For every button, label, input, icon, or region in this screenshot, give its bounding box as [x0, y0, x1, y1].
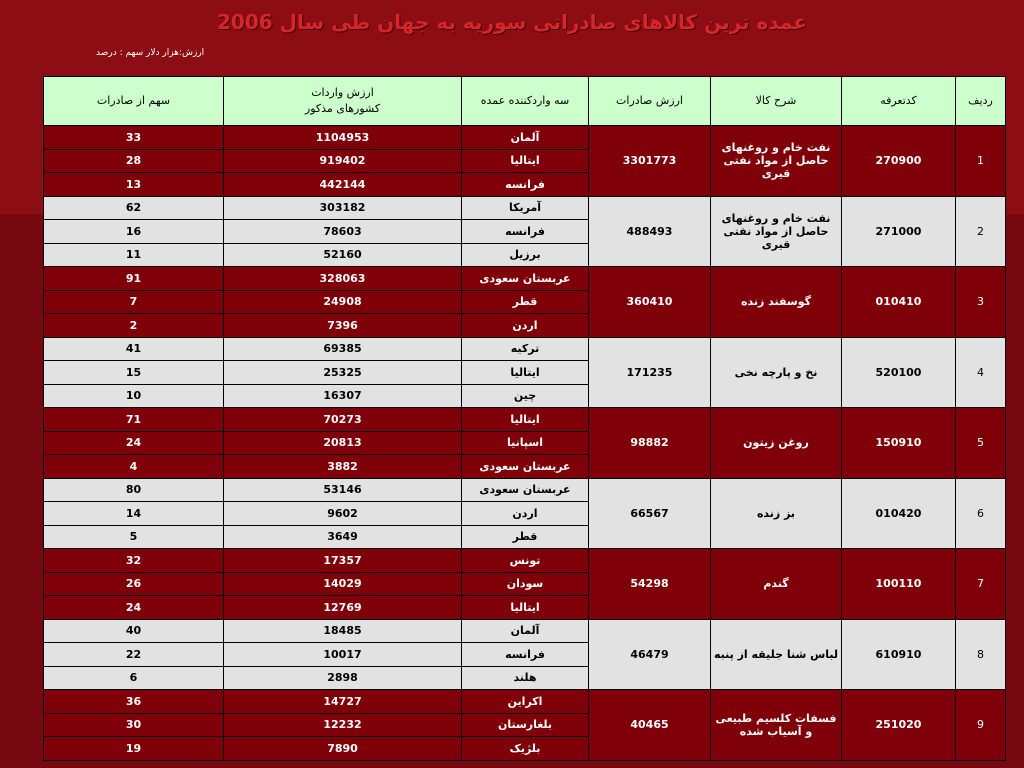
- header-row: [44, 77, 1006, 126]
- import-value-cell: 919402: [224, 149, 462, 173]
- description-cell: فسفات کلسیم طبیعی و آسیاب شده: [711, 690, 842, 761]
- row-number-cell: 6: [956, 478, 1006, 549]
- tariff-code-cell: 010420: [842, 478, 956, 549]
- importer-country-cell: عربستان سعودی: [462, 267, 589, 291]
- share-cell: 62: [44, 196, 224, 220]
- share-cell: 33: [44, 126, 224, 150]
- importer-country-cell: اسپانیا: [462, 431, 589, 455]
- import-value-cell: 10017: [224, 643, 462, 667]
- tariff-code-cell: 251020: [842, 690, 956, 761]
- table-row: [44, 337, 1006, 361]
- import-value-cell: 3882: [224, 455, 462, 479]
- export-value-cell: 98882: [589, 408, 711, 479]
- importer-country-cell: آلمان: [462, 619, 589, 643]
- share-cell: 5: [44, 525, 224, 549]
- share-cell: 24: [44, 596, 224, 620]
- import-value-cell: 18485: [224, 619, 462, 643]
- header-import-value-line1: ارزش واردات: [311, 86, 374, 99]
- importer-country-cell: چین: [462, 384, 589, 408]
- importer-country-cell: بلغارستان: [462, 713, 589, 737]
- share-cell: 11: [44, 243, 224, 267]
- tariff-code-cell: 270900: [842, 126, 956, 197]
- import-value-cell: 14727: [224, 690, 462, 714]
- import-value-cell: 69385: [224, 337, 462, 361]
- header-row-number: ردیف: [956, 77, 1006, 126]
- importer-country-cell: قطر: [462, 290, 589, 314]
- import-value-cell: 16307: [224, 384, 462, 408]
- description-cell: نخ و پارچه نخی: [711, 337, 842, 408]
- import-value-cell: 25325: [224, 361, 462, 385]
- importer-country-cell: ایتالیا: [462, 361, 589, 385]
- import-value-cell: 328063: [224, 267, 462, 291]
- share-cell: 19: [44, 737, 224, 761]
- share-cell: 24: [44, 431, 224, 455]
- header-import-value-line2: کشورهای مذکور: [304, 102, 381, 115]
- import-value-cell: 7396: [224, 314, 462, 338]
- table-row: [44, 408, 1006, 432]
- header-share: سهم از صادرات: [44, 77, 224, 126]
- export-value-cell: 360410: [589, 267, 711, 338]
- share-cell: 28: [44, 149, 224, 173]
- import-value-cell: 24908: [224, 290, 462, 314]
- import-value-cell: 12769: [224, 596, 462, 620]
- import-value-cell: 2898: [224, 666, 462, 690]
- share-cell: 22: [44, 643, 224, 667]
- share-cell: 40: [44, 619, 224, 643]
- import-value-cell: 303182: [224, 196, 462, 220]
- row-number-cell: 7: [956, 549, 1006, 620]
- importer-country-cell: فرانسه: [462, 173, 589, 197]
- import-value-cell: 3649: [224, 525, 462, 549]
- share-cell: 7: [44, 290, 224, 314]
- table-row: [44, 267, 1006, 291]
- row-number-cell: 8: [956, 619, 1006, 690]
- share-cell: 10: [44, 384, 224, 408]
- tariff-code-cell: 150910: [842, 408, 956, 479]
- description-cell: بز زنده: [711, 478, 842, 549]
- export-value-cell: 54298: [589, 549, 711, 620]
- share-cell: 14: [44, 502, 224, 526]
- importer-country-cell: فرانسه: [462, 643, 589, 667]
- importer-country-cell: بلژیک: [462, 737, 589, 761]
- tariff-code-cell: 100110: [842, 549, 956, 620]
- importer-country-cell: عربستان سعودی: [462, 455, 589, 479]
- row-number-cell: 5: [956, 408, 1006, 479]
- share-cell: 80: [44, 478, 224, 502]
- share-cell: 30: [44, 713, 224, 737]
- header-description: شرح کالا: [711, 77, 842, 126]
- description-cell: لباس شنا جلیقه از پنبه: [711, 619, 842, 690]
- tariff-code-cell: 271000: [842, 196, 956, 267]
- share-cell: 32: [44, 549, 224, 573]
- tariff-code-cell: 610910: [842, 619, 956, 690]
- import-value-cell: 12232: [224, 713, 462, 737]
- share-cell: 13: [44, 173, 224, 197]
- importer-country-cell: سودان: [462, 572, 589, 596]
- import-value-cell: 70273: [224, 408, 462, 432]
- header-main-importers: سه واردکننده عمده: [462, 77, 589, 126]
- tariff-code-cell: 520100: [842, 337, 956, 408]
- header-tariff-code: کدتعرفه: [842, 77, 956, 126]
- table-row: [44, 690, 1006, 714]
- share-cell: 16: [44, 220, 224, 244]
- importer-country-cell: اردن: [462, 314, 589, 338]
- importer-country-cell: آلمان: [462, 126, 589, 150]
- importer-country-cell: ایتالیا: [462, 408, 589, 432]
- share-cell: 6: [44, 666, 224, 690]
- description-cell: روغن زیتون: [711, 408, 842, 479]
- header-import-value: [224, 77, 462, 126]
- share-cell: 2: [44, 314, 224, 338]
- import-value-cell: 78603: [224, 220, 462, 244]
- importer-country-cell: برزیل: [462, 243, 589, 267]
- importer-country-cell: قطر: [462, 525, 589, 549]
- export-value-cell: 66567: [589, 478, 711, 549]
- description-cell: نفت خام و روغنهای حاصل از مواد نفتی قیری: [711, 126, 842, 197]
- export-value-cell: 46479: [589, 619, 711, 690]
- importer-country-cell: ایتالیا: [462, 596, 589, 620]
- row-number-cell: 2: [956, 196, 1006, 267]
- importer-country-cell: ایتالیا: [462, 149, 589, 173]
- row-number-cell: 1: [956, 126, 1006, 197]
- importer-country-cell: آمریکا: [462, 196, 589, 220]
- description-cell: گوسفند زنده: [711, 267, 842, 338]
- export-value-cell: 40465: [589, 690, 711, 761]
- share-cell: 26: [44, 572, 224, 596]
- exports-table: [43, 76, 1006, 761]
- importer-country-cell: هلند: [462, 666, 589, 690]
- share-cell: 4: [44, 455, 224, 479]
- import-value-cell: 20813: [224, 431, 462, 455]
- row-number-cell: 3: [956, 267, 1006, 338]
- import-value-cell: 1104953: [224, 126, 462, 150]
- row-number-cell: 9: [956, 690, 1006, 761]
- importer-country-cell: عربستان سعودی: [462, 478, 589, 502]
- table-row: [44, 549, 1006, 573]
- share-cell: 41: [44, 337, 224, 361]
- importer-country-cell: تونس: [462, 549, 589, 573]
- share-cell: 91: [44, 267, 224, 291]
- export-value-cell: 488493: [589, 196, 711, 267]
- importer-country-cell: فرانسه: [462, 220, 589, 244]
- export-value-cell: 171235: [589, 337, 711, 408]
- import-value-cell: 7890: [224, 737, 462, 761]
- import-value-cell: 52160: [224, 243, 462, 267]
- table-row: [44, 126, 1006, 150]
- description-cell: گندم: [711, 549, 842, 620]
- import-value-cell: 17357: [224, 549, 462, 573]
- import-value-cell: 442144: [224, 173, 462, 197]
- share-cell: 36: [44, 690, 224, 714]
- importer-country-cell: اکراین: [462, 690, 589, 714]
- share-cell: 71: [44, 408, 224, 432]
- description-cell: نفت خام و روغنهای حاصل از مواد نفتی قیری: [711, 196, 842, 267]
- import-value-cell: 53146: [224, 478, 462, 502]
- import-value-cell: 9602: [224, 502, 462, 526]
- table-row: [44, 196, 1006, 220]
- tariff-code-cell: 010410: [842, 267, 956, 338]
- export-value-cell: 3301773: [589, 126, 711, 197]
- share-cell: 15: [44, 361, 224, 385]
- table-row: [44, 478, 1006, 502]
- header-export-value: ارزش صادرات: [589, 77, 711, 126]
- importer-country-cell: ترکیه: [462, 337, 589, 361]
- importer-country-cell: اردن: [462, 502, 589, 526]
- unit-note: ارزش:هزار دلار سهم : درصد: [96, 48, 205, 58]
- page-title: عمده ترین کالاهای صادراتی سوریه به جهان طی سال 2006: [217, 10, 807, 34]
- import-value-cell: 14029: [224, 572, 462, 596]
- table-body: [44, 126, 1006, 761]
- row-number-cell: 4: [956, 337, 1006, 408]
- table-row: [44, 619, 1006, 643]
